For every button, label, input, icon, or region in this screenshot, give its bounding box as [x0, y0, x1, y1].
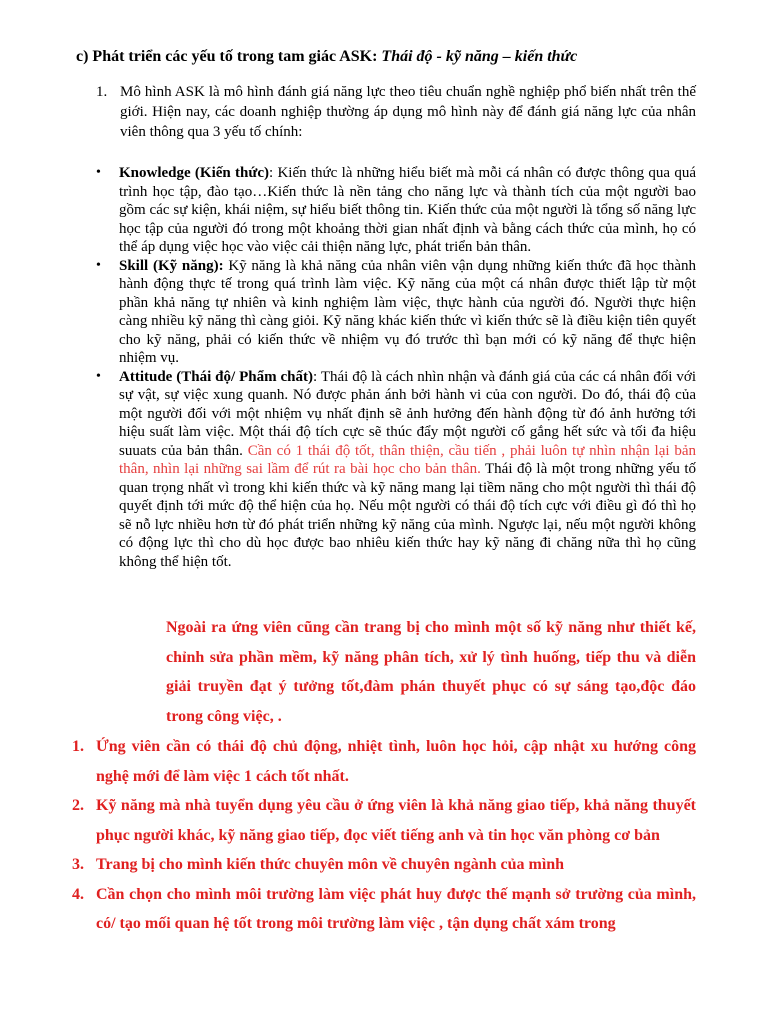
item-text: Kỹ năng mà nhà tuyển dụng yêu cầu ở ứng viên là khả năng giao tiếp, khả năng thuyết phục người khác, kỹ năng giao tiếp, đọc viết tiếng anh và tin học văn phòng cơ bản: [96, 797, 696, 844]
bullet-skill: [96, 257, 696, 368]
bullet-tail: Thái độ là một trong những yếu tố quan trọng nhất vì trong khi kiến thức và kỹ năng mang lại tiềm năng cho một người thì thái độ quyết định tới mức độ thể hiện của họ. Nếu một người có thái độ tích cực với điều gì đó thì họ sẽ nỗ lực nhiều hơn từ đó phát triển những kỹ năng của mình. Ngược lại, nếu một người không có động lực thì cho dù học được bao nhiêu kiến thức hay kỹ năng đi chăng nữa thì họ cũng không thể hiện tốt.: [119, 461, 696, 570]
heading-italic: Thái độ - kỹ năng – kiến thức: [381, 48, 578, 65]
intro-paragraph: [96, 82, 696, 142]
additional-skills-paragraph: Ngoài ra ứng viên cũng cần trang bị cho mình một số kỹ năng như thiết kế, chỉnh sửa phần mềm, kỹ năng phân tích, xử lý tình huống, tiếp thu và diễn giải truyền đạt ý tưởng tốt,đàm phán thuyết phục có sự sáng tạo,độc đáo trong công việc, .: [166, 619, 696, 725]
bullet-knowledge: [96, 164, 696, 257]
heading-prefix: c) Phát triển các yếu tố trong tam giác ASK:: [76, 48, 382, 65]
bullet-body: Kỹ năng là khả năng của nhân viên vận dụng những kiến thức đã học thành hành động thực tế trong quá trình làm việc. Kỹ năng của một cá nhân được thiết lập từ một phần khả năng tự nhiên và kinh nghiệm làm việc, thực hành của người đó. Người thực hiện càng nhiều kỹ năng thì càng giỏi. Kỹ năng khác kiến thức vì kiến thức sẽ là điều kiện tiên quyết cho kỹ năng, phải có kiến thức về nhiệm vụ đó trước thì bạn mới có kỹ năng để thực hiện nhiệm vụ.: [119, 257, 696, 366]
bullet-attitude: [96, 368, 696, 572]
bullet-title: Attitude (Thái độ/ Phẩm chất): [119, 368, 314, 385]
item-text: Trang bị cho mình kiến thức chuyên môn về chuyên ngành của mình: [96, 856, 565, 873]
bullet-red-highlight: Cần có 1 thái độ tốt, thân thiện, cầu tiến , phải luôn tự nhìn nhận lại bản thân, nhìn lại những sai lầm để rút ra bài học cho bản thân.: [119, 442, 696, 477]
ask-bullet-list: [96, 164, 696, 571]
numbered-item: [72, 880, 696, 939]
numbered-item: [72, 732, 696, 791]
bullet-marker: •: [96, 368, 101, 384]
item-text: Cần chọn cho mình môi trường làm việc phát huy được thế mạnh sở trường của mình, có/ tạo mối quan hệ tốt trong môi trường làm việc , tận dụng chất xám trong: [96, 885, 696, 932]
bullet-marker: •: [96, 257, 101, 273]
intro-number: 1.: [96, 84, 108, 100]
bullet-title: Knowledge (Kiến thức): [119, 165, 270, 181]
item-text: Ứng viên cần có thái độ chủ động, nhiệt tình, luôn học hỏi, cập nhật xu hướng công nghệ mới để làm việc 1 cách tốt nhất.: [96, 738, 696, 785]
item-number: 4.: [72, 885, 84, 903]
item-number: 1.: [72, 738, 84, 755]
numbered-item: [72, 791, 696, 850]
numbered-item: [72, 850, 696, 880]
numbered-list: [72, 732, 696, 939]
bullet-title: Skill (Kỹ năng):: [119, 257, 224, 274]
intro-text: Mô hình ASK là mô hình đánh giá năng lực theo tiêu chuẩn nghề nghiệp phổ biến nhất trên thế giới. Hiện nay, các doanh nghiệp thường áp dụng mô hình này để đánh giá năng lực của nhân viên thông qua 3 yếu tố chính:: [120, 84, 696, 140]
bullet-body: : Thái độ là cách nhìn nhận và đánh giá của các cá nhân đối với sự vật, sự việc xung quanh. Nó được phản ánh bởi hành vi của con người. Do đó, thái độ của một người đối với một nhiệm vụ nhất định sẽ ảnh hưởng đến hành động từ đó ảnh hưởng tới hiệu suất làm việc. Một thái độ tích cực sẽ thúc đẩy một người cố gắng hết sức và tối đa hiệu suuats của bản thân.: [119, 368, 696, 459]
bullet-marker: •: [96, 165, 101, 180]
item-number: 3.: [72, 856, 84, 873]
section-heading: [76, 48, 577, 66]
bullet-body: : Kiến thức là những hiểu biết mà mỗi cá nhân có được thông qua quá trình học tập, đào tạo…Kiến thức là nền tảng cho năng lực và thành tích của một người bao gồm các sự kiện, khái niệm, sự hiểu biết thông tin. Kiến thức của một người là tổng số năng lực học tập của người đó trong một khoảng thời gian nhất định và bằng cách thức của mình, họ có thể áp dụng việc học vào việc cải thiện năng lực, phát triển bản thân.: [119, 165, 696, 255]
item-number: 2.: [72, 797, 84, 814]
